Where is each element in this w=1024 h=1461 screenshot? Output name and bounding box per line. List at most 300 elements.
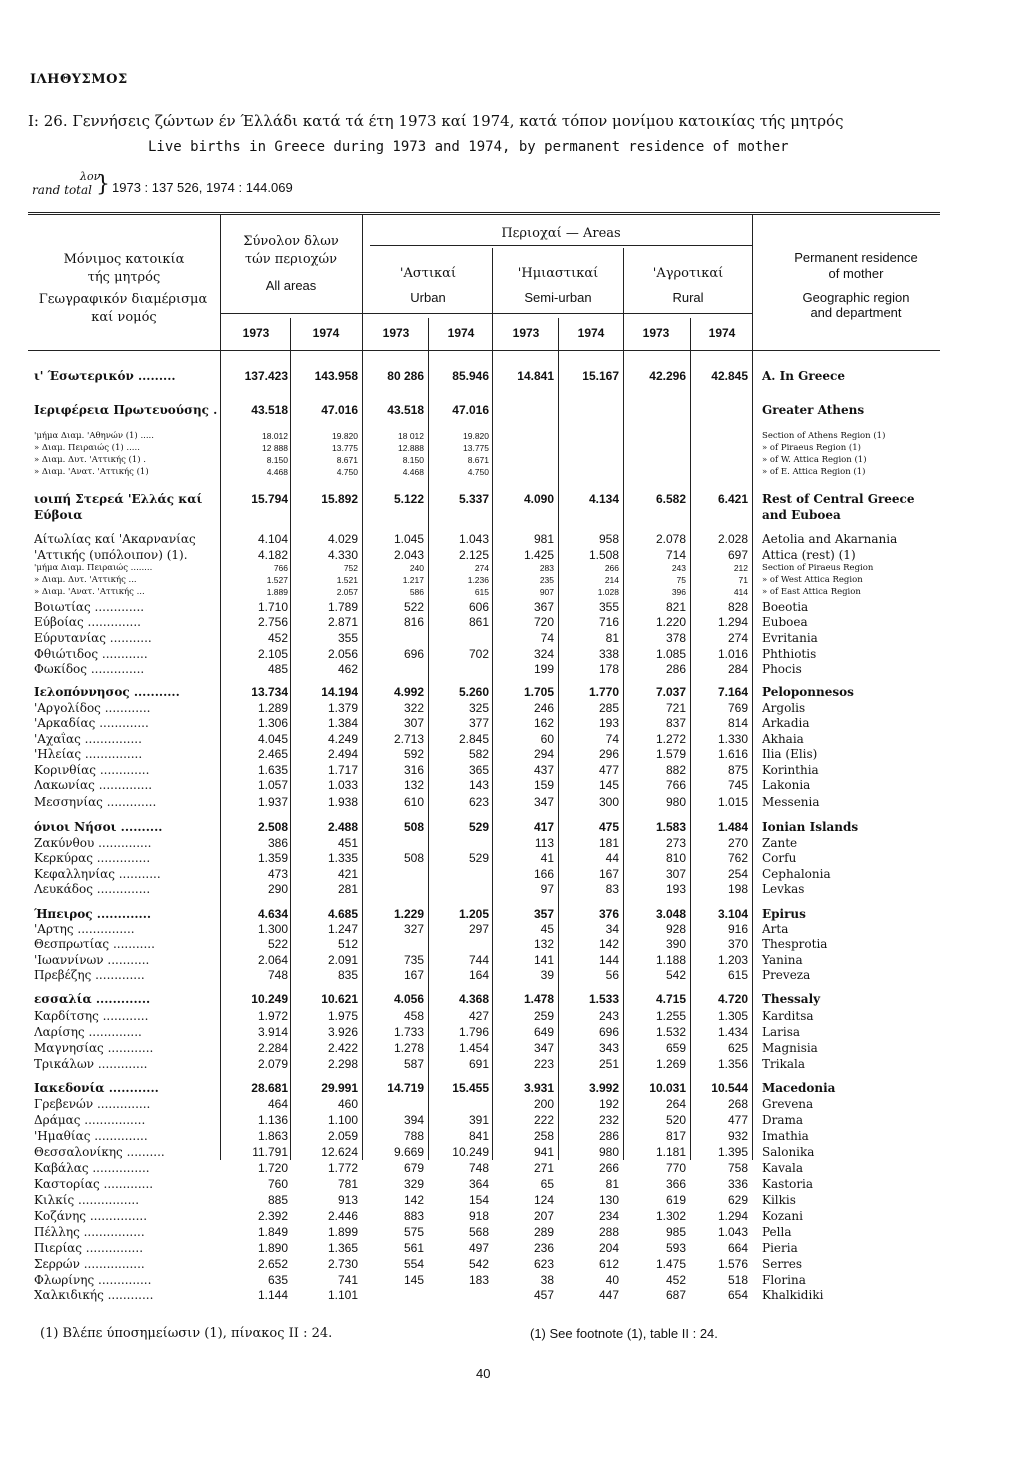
row-label-english: Boeotia bbox=[762, 600, 809, 614]
table-cell: 664 bbox=[727, 1241, 748, 1255]
table-cell: 4.045 bbox=[257, 732, 288, 746]
table-cell: 12.888 bbox=[398, 443, 424, 453]
table-cell: 766 bbox=[273, 563, 288, 573]
table-cell: 649 bbox=[533, 1025, 554, 1039]
row-label-greek: Καστορίας ............. bbox=[34, 1177, 154, 1191]
table-row bbox=[0, 431, 1024, 443]
left-head-1: Μόνιμος κατοικία bbox=[63, 252, 185, 267]
table-cell: 861 bbox=[468, 615, 489, 629]
row-label-english: Greater Athens bbox=[762, 403, 865, 417]
table-cell: 629 bbox=[727, 1193, 748, 1207]
table-cell: 12.624 bbox=[321, 1145, 358, 1159]
table-cell: 1.770 bbox=[588, 685, 619, 699]
table-cell: 1.016 bbox=[717, 647, 748, 661]
table-cell: 716 bbox=[598, 615, 619, 629]
table-cell: 13.775 bbox=[463, 443, 489, 453]
table-cell: 814 bbox=[727, 716, 748, 730]
areas-head: Περιοχαί — Areas bbox=[501, 226, 621, 241]
year-all-1974: 1974 bbox=[312, 326, 340, 340]
row-label-greek: » Διαμ. Δυτ. 'Αττικής ... bbox=[34, 575, 137, 585]
row-label-greek: Γρεβενών .............. bbox=[34, 1097, 151, 1111]
table-cell: 273 bbox=[665, 836, 686, 850]
table-cell: 281 bbox=[337, 882, 358, 896]
table-cell: 124 bbox=[533, 1193, 554, 1207]
row-label-greek: » Διαμ. Δυτ. 'Αττικής (1) . bbox=[34, 455, 146, 465]
row-label-greek: Ήπειρος ............. bbox=[34, 907, 152, 921]
table-cell: 512 bbox=[337, 937, 358, 951]
table-cell: 200 bbox=[533, 1097, 554, 1111]
table-cell: 1.576 bbox=[717, 1257, 748, 1271]
all-areas-head-3: All areas bbox=[265, 278, 317, 293]
table-cell: 913 bbox=[337, 1193, 358, 1207]
table-cell: 34 bbox=[605, 922, 619, 936]
table-cell: 1.938 bbox=[327, 795, 358, 809]
table-cell: 654 bbox=[727, 1288, 748, 1302]
table-cell: 2.730 bbox=[327, 1257, 358, 1271]
table-cell: 1.300 bbox=[257, 922, 288, 936]
table-cell: 284 bbox=[727, 662, 748, 676]
table-cell: 837 bbox=[665, 716, 686, 730]
table-cell: 1.043 bbox=[458, 532, 489, 546]
table-cell: 236 bbox=[533, 1241, 554, 1255]
table-cell: 883 bbox=[403, 1209, 424, 1223]
table-cell: 4.330 bbox=[327, 548, 358, 562]
row-label-english: Thessaly bbox=[762, 992, 821, 1006]
table-cell: 142 bbox=[598, 937, 619, 951]
right-head-1: Permanent residence bbox=[794, 250, 918, 265]
table-cell: 907 bbox=[539, 587, 554, 597]
row-label-english: Florina bbox=[762, 1273, 806, 1287]
table-cell: 8.671 bbox=[336, 455, 358, 465]
table-cell: 234 bbox=[598, 1209, 619, 1223]
table-cell: 154 bbox=[468, 1193, 489, 1207]
table-cell: 1.972 bbox=[257, 1009, 288, 1023]
row-label-greek: Κερκύρας .............. bbox=[34, 851, 151, 865]
table-cell: 2.488 bbox=[327, 820, 358, 834]
table-row bbox=[0, 662, 1024, 680]
table-cell: 2.284 bbox=[257, 1041, 288, 1055]
row-label-greek: 'Ημαθίας .............. bbox=[34, 1129, 148, 1143]
table-cell: 1.330 bbox=[717, 732, 748, 746]
table-cell: 477 bbox=[727, 1113, 748, 1127]
row-label-greek: 'Αργολίδος ............ bbox=[34, 701, 151, 715]
table-cell: 841 bbox=[468, 1129, 489, 1143]
table-cell: 2.422 bbox=[327, 1041, 358, 1055]
table-cell: 821 bbox=[665, 600, 686, 614]
table-cell: 1.475 bbox=[655, 1257, 686, 1271]
table-cell: 325 bbox=[468, 701, 489, 715]
table-cell: 918 bbox=[468, 1209, 489, 1223]
all-areas-head-1: Σύνολον δλων bbox=[243, 234, 339, 249]
table-cell: 1.247 bbox=[327, 922, 358, 936]
row-label-greek: Πρεβέζης ............. bbox=[34, 968, 145, 982]
row-label-english: Rest of Central Greece bbox=[762, 492, 915, 506]
table-cell: 518 bbox=[727, 1273, 748, 1287]
table-cell: 460 bbox=[337, 1097, 358, 1111]
rural-head-en: Rural bbox=[672, 290, 704, 305]
table-cell: 4.720 bbox=[717, 992, 748, 1006]
row-label-greek: Κορινθίας ............. bbox=[34, 763, 150, 777]
table-cell: 457 bbox=[533, 1288, 554, 1302]
table-cell: 355 bbox=[598, 600, 619, 614]
table-cell: 421 bbox=[337, 867, 358, 881]
table-cell: 697 bbox=[727, 548, 748, 562]
table-cell: 274 bbox=[474, 563, 489, 573]
table-cell: 928 bbox=[665, 922, 686, 936]
table-cell: 65 bbox=[540, 1177, 554, 1191]
table-cell: 4.992 bbox=[393, 685, 424, 699]
table-cell: 322 bbox=[403, 701, 424, 715]
table-cell: 1.379 bbox=[327, 701, 358, 715]
table-cell: 610 bbox=[403, 795, 424, 809]
row-label-english: Messenia bbox=[762, 795, 820, 809]
table-cell: 1.306 bbox=[257, 716, 288, 730]
table-cell: 8.150 bbox=[402, 455, 424, 465]
table-cell: 376 bbox=[598, 907, 619, 921]
row-label-greek: » Διαμ. Πειραιώς (1) ..... bbox=[34, 443, 140, 453]
row-label-greek: Ιακεδονία ............ bbox=[34, 1081, 159, 1095]
row-label-english: Pieria bbox=[762, 1241, 798, 1255]
row-label-english: Pella bbox=[762, 1225, 792, 1239]
year-rural-1974: 1974 bbox=[708, 326, 736, 340]
table-cell: 1.789 bbox=[327, 600, 358, 614]
row-label-english: Kozani bbox=[762, 1209, 803, 1223]
table-cell: 752 bbox=[343, 563, 358, 573]
table-cell: 1.365 bbox=[327, 1241, 358, 1255]
grand-total-values: 1973 : 137 526, 1974 : 144.069 bbox=[112, 180, 293, 195]
table-cell: 522 bbox=[403, 600, 424, 614]
table-cell: 835 bbox=[337, 968, 358, 982]
table-row bbox=[0, 795, 1024, 813]
table-cell: 294 bbox=[533, 747, 554, 761]
table-cell: 1.033 bbox=[327, 778, 358, 792]
table-cell: 143.958 bbox=[314, 369, 358, 383]
row-label-english: Kastoria bbox=[762, 1177, 814, 1191]
table-cell: 222 bbox=[533, 1113, 554, 1127]
row-label-english: » of E. Attica Region (1) bbox=[762, 467, 866, 477]
table-cell: 296 bbox=[598, 747, 619, 761]
table-cell: 1.188 bbox=[655, 953, 686, 967]
table-cell: 615 bbox=[474, 587, 489, 597]
table-cell: 508 bbox=[403, 820, 424, 834]
table-cell: 1.717 bbox=[327, 763, 358, 777]
table-cell: 113 bbox=[534, 836, 554, 850]
row-label-greek: Ιεριφέρεια Πρωτευούσης . bbox=[34, 403, 218, 417]
table-cell: 2.028 bbox=[717, 532, 748, 546]
table-cell: 1.733 bbox=[393, 1025, 424, 1039]
row-label-greek: Φλωρίνης .............. bbox=[34, 1273, 152, 1287]
row-label-english: Thesprotia bbox=[762, 937, 828, 951]
row-label-english: Ilia (Elis) bbox=[762, 747, 818, 761]
table-cell: 264 bbox=[665, 1097, 686, 1111]
row-label-english: A. In Greece bbox=[762, 369, 845, 383]
table-cell: 2.871 bbox=[327, 615, 358, 629]
table-cell: 980 bbox=[598, 1145, 619, 1159]
table-cell: 271 bbox=[533, 1161, 554, 1175]
brace-icon: } bbox=[96, 172, 110, 197]
table-cell: 183 bbox=[468, 1273, 489, 1287]
table-cell: 199 bbox=[533, 662, 554, 676]
table-cell: 587 bbox=[403, 1057, 424, 1071]
table-cell: 80 286 bbox=[387, 369, 424, 383]
table-cell: 2.392 bbox=[257, 1209, 288, 1223]
row-label-greek: Φωκίδος .............. bbox=[34, 662, 145, 676]
table-cell: 4.134 bbox=[588, 492, 619, 506]
table-cell: 437 bbox=[533, 763, 554, 777]
table-cell: 370 bbox=[727, 937, 748, 951]
table-cell: 251 bbox=[598, 1057, 619, 1071]
table-cell: 417 bbox=[533, 820, 554, 834]
table-cell: 414 bbox=[733, 587, 748, 597]
row-label-greek: Καβάλας ............... bbox=[34, 1161, 150, 1175]
table-cell: 1.583 bbox=[655, 820, 686, 834]
table-cell: 485 bbox=[267, 662, 288, 676]
table-cell: 561 bbox=[403, 1241, 424, 1255]
table-cell: 696 bbox=[598, 1025, 619, 1039]
table-cell: 1.335 bbox=[327, 851, 358, 865]
table-cell: 981 bbox=[533, 532, 554, 546]
table-cell: 45 bbox=[540, 922, 554, 936]
table-cell: 8.150 bbox=[266, 455, 288, 465]
table-cell: 615 bbox=[727, 968, 748, 982]
table-cell: 10.621 bbox=[321, 992, 358, 1006]
table-cell: 377 bbox=[468, 716, 489, 730]
table-cell: 522 bbox=[267, 937, 288, 951]
row-label-greek: Βοιωτίας ............. bbox=[34, 600, 145, 614]
row-label-english: » of Piraeus Region (1) bbox=[762, 443, 861, 453]
table-cell: 1.521 bbox=[336, 575, 358, 585]
table-row bbox=[0, 882, 1024, 900]
table-cell: 744 bbox=[468, 953, 489, 967]
row-label-english: Magnisia bbox=[762, 1041, 818, 1055]
row-label-english: Serres bbox=[762, 1257, 803, 1271]
table-cell: 240 bbox=[409, 563, 424, 573]
table-cell: 207 bbox=[533, 1209, 554, 1223]
table-cell: 5.260 bbox=[458, 685, 489, 699]
table-cell: 1.272 bbox=[655, 732, 686, 746]
table-cell: 1.478 bbox=[523, 992, 554, 1006]
table-cell: 1.705 bbox=[523, 685, 554, 699]
table-cell: 762 bbox=[727, 851, 748, 865]
table-cell: 464 bbox=[267, 1097, 288, 1111]
table-cell: 10.544 bbox=[711, 1081, 748, 1095]
table-cell: 18 012 bbox=[398, 431, 424, 441]
table-cell: 1.508 bbox=[588, 548, 619, 562]
table-cell: 338 bbox=[598, 647, 619, 661]
table-cell: 4.182 bbox=[257, 548, 288, 562]
table-cell: 748 bbox=[468, 1161, 489, 1175]
table-cell: 270 bbox=[727, 836, 748, 850]
table-cell: 137.423 bbox=[244, 369, 288, 383]
table-cell: 214 bbox=[604, 575, 619, 585]
table-cell: 1.255 bbox=[655, 1009, 686, 1023]
table-cell: 452 bbox=[267, 631, 288, 645]
table-cell: 745 bbox=[727, 778, 748, 792]
row-label-greek: ι' Έσωτερικόν ......... bbox=[34, 369, 176, 383]
table-cell: 1.217 bbox=[402, 575, 424, 585]
table-cell: 60 bbox=[540, 732, 554, 746]
table-cell: 1.710 bbox=[257, 600, 288, 614]
row-label-greek: Εύβοια bbox=[34, 508, 83, 522]
table-cell: 4.634 bbox=[257, 907, 288, 921]
table-cell: 2.446 bbox=[327, 1209, 358, 1223]
row-label-english: Karditsa bbox=[762, 1009, 814, 1023]
table-cell: 4.368 bbox=[458, 992, 489, 1006]
table-cell: 5.337 bbox=[458, 492, 489, 506]
table-cell: 452 bbox=[665, 1273, 686, 1287]
table-cell: 1.384 bbox=[327, 716, 358, 730]
table-cell: 2.845 bbox=[458, 732, 489, 746]
table-cell: 290 bbox=[267, 882, 288, 896]
table-cell: 554 bbox=[403, 1257, 424, 1271]
table-cell: 4.468 bbox=[402, 467, 424, 477]
table-cell: 477 bbox=[598, 763, 619, 777]
table-cell: 246 bbox=[533, 701, 554, 715]
table-cell: 542 bbox=[665, 968, 686, 982]
left-head-3: Γεωγραφικόν διαμέρισμα bbox=[38, 292, 208, 307]
table-cell: 166 bbox=[533, 867, 554, 881]
table-cell: 781 bbox=[337, 1177, 358, 1191]
table-cell: 447 bbox=[598, 1288, 619, 1302]
table-cell: 1.890 bbox=[257, 1241, 288, 1255]
table-cell: 1.100 bbox=[327, 1113, 358, 1127]
row-label-english: Epirus bbox=[762, 907, 806, 921]
table-cell: 714 bbox=[665, 548, 686, 562]
table-cell: 18.012 bbox=[262, 431, 288, 441]
table-cell: 758 bbox=[727, 1161, 748, 1175]
table-cell: 3.926 bbox=[327, 1025, 358, 1039]
row-label-greek: 'Αρκαδίας ............. bbox=[34, 716, 149, 730]
table-cell: 367 bbox=[533, 600, 554, 614]
table-cell: 288 bbox=[598, 1225, 619, 1239]
table-cell: 1.359 bbox=[257, 851, 288, 865]
table-cell: 11.791 bbox=[252, 1145, 288, 1159]
table-cell: 7.164 bbox=[717, 685, 748, 699]
row-label-greek: Ιελοπόννησος ........... bbox=[34, 685, 180, 699]
row-label-greek: Μεσσηνίας ............. bbox=[34, 795, 157, 809]
row-label-greek: 'Ηλείας ............... bbox=[34, 747, 143, 761]
table-row bbox=[0, 455, 1024, 467]
table-cell: 178 bbox=[598, 662, 619, 676]
table-cell: 132 bbox=[533, 937, 554, 951]
table-cell: 1.434 bbox=[717, 1025, 748, 1039]
table-cell: 74 bbox=[605, 732, 619, 746]
table-cell: 4.029 bbox=[327, 532, 358, 546]
table-cell: 6.582 bbox=[655, 492, 686, 506]
table-cell: 3.914 bbox=[257, 1025, 288, 1039]
table-cell: 14.719 bbox=[387, 1081, 424, 1095]
table-title-english: Live births in Greece during 1973 and 1974, by permanent residence of mother bbox=[148, 139, 789, 155]
year-all-1973: 1973 bbox=[242, 326, 270, 340]
row-label-greek: Λακωνίας .............. bbox=[34, 778, 153, 792]
table-cell: 204 bbox=[598, 1241, 619, 1255]
row-label-english: Attica (rest) (1) bbox=[762, 548, 856, 562]
table-row bbox=[0, 403, 1024, 421]
total-label-english: rand total bbox=[32, 183, 92, 197]
table-cell: 14.194 bbox=[321, 685, 358, 699]
table-cell: 1.028 bbox=[597, 587, 619, 597]
row-label-english: Preveza bbox=[762, 968, 811, 982]
table-row bbox=[0, 1288, 1024, 1306]
row-label-english: Arkadia bbox=[762, 716, 810, 730]
rule-years bbox=[220, 313, 752, 314]
table-cell: 14.841 bbox=[517, 369, 554, 383]
table-cell: 2.494 bbox=[327, 747, 358, 761]
table-cell: 81 bbox=[605, 1177, 619, 1191]
table-cell: 355 bbox=[337, 631, 358, 645]
table-cell: 1.454 bbox=[458, 1041, 489, 1055]
table-cell: 916 bbox=[727, 922, 748, 936]
table-cell: 38 bbox=[540, 1273, 554, 1287]
table-cell: 47.016 bbox=[321, 403, 358, 417]
table-cell: 297 bbox=[468, 922, 489, 936]
footnote-greek: (1) Βλέπε ύποσημείωσιν (1), πίνακος II : 24. bbox=[40, 1326, 333, 1341]
table-cell: 143 bbox=[468, 778, 489, 792]
row-label-english: » of W. Attica Region (1) bbox=[762, 455, 867, 465]
table-cell: 885 bbox=[267, 1193, 288, 1207]
row-label-english: Arta bbox=[762, 922, 789, 936]
table-cell: 520 bbox=[665, 1113, 686, 1127]
table-cell: 623 bbox=[533, 1257, 554, 1271]
urban-head-en: Urban bbox=[410, 290, 446, 305]
table-cell: 1.043 bbox=[717, 1225, 748, 1239]
urban-head-gr: 'Αστικαί bbox=[399, 266, 457, 281]
table-cell: 593 bbox=[665, 1241, 686, 1255]
row-label-greek: Λαρίσης .............. bbox=[34, 1025, 142, 1039]
row-label-english: Section of Piraeus Region bbox=[762, 563, 874, 573]
table-cell: 1.294 bbox=[717, 615, 748, 629]
rule-areas bbox=[370, 245, 752, 246]
table-cell: 42.296 bbox=[649, 369, 686, 383]
table-row bbox=[0, 1057, 1024, 1075]
section-heading: ΙΛΗΘΥΣΜΟΣ bbox=[30, 72, 128, 87]
table-cell: 7.037 bbox=[655, 685, 686, 699]
table-cell: 347 bbox=[533, 795, 554, 809]
row-label-english: Evritania bbox=[762, 631, 818, 645]
table-cell: 582 bbox=[468, 747, 489, 761]
row-label-english: Korinthia bbox=[762, 763, 819, 777]
row-label-english: Larisa bbox=[762, 1025, 801, 1039]
table-cell: 1.356 bbox=[717, 1057, 748, 1071]
row-label-english: Corfu bbox=[762, 851, 797, 865]
table-cell: 4.056 bbox=[393, 992, 424, 1006]
table-cell: 144 bbox=[598, 953, 619, 967]
table-cell: 612 bbox=[598, 1257, 619, 1271]
table-cell: 15.167 bbox=[582, 369, 619, 383]
table-cell: 1.085 bbox=[655, 647, 686, 661]
row-label-greek: Μαγνησίας ............ bbox=[34, 1041, 154, 1055]
table-cell: 243 bbox=[598, 1009, 619, 1023]
table-cell: 5.122 bbox=[393, 492, 424, 506]
row-label-english: » of West Attica Region bbox=[762, 575, 863, 585]
table-cell: 2.064 bbox=[257, 953, 288, 967]
year-urban-1973: 1973 bbox=[382, 326, 410, 340]
table-cell: 15.455 bbox=[452, 1081, 489, 1095]
row-label-greek: Σερρών ................ bbox=[34, 1257, 145, 1271]
table-cell: 193 bbox=[598, 716, 619, 730]
row-label-greek: Πέλλης ................ bbox=[34, 1225, 145, 1239]
year-rural-1973: 1973 bbox=[642, 326, 670, 340]
table-cell: 1.425 bbox=[523, 548, 554, 562]
table-cell: 619 bbox=[665, 1193, 686, 1207]
table-cell: 391 bbox=[468, 1113, 489, 1127]
row-label-greek: Εύβοίας .............. bbox=[34, 615, 141, 629]
row-label-english: Drama bbox=[762, 1113, 804, 1127]
table-cell: 12 888 bbox=[262, 443, 288, 453]
table-cell: 212 bbox=[733, 563, 748, 573]
row-label-english: Ionian Islands bbox=[762, 820, 859, 834]
table-cell: 4.104 bbox=[257, 532, 288, 546]
